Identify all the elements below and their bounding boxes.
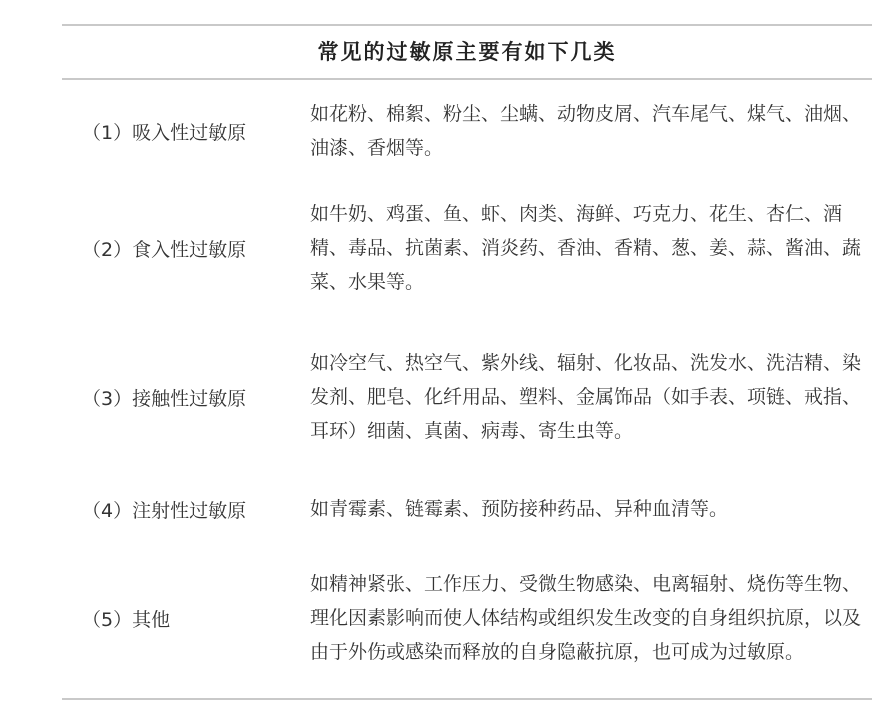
table-row (62, 182, 872, 314)
table-row (62, 480, 872, 538)
row-description: 如冷空气、热空气、紫外线、辐射、化妆品、洗发水、洗洁精、染发剂、肥皂、化纤用品、塑料、金属饰品（如手表、项链、戒指、耳环）细菌、真菌、病毒、寄生虫等。 (310, 352, 862, 442)
table-title: 常见的过敏原主要有如下几类 (317, 40, 617, 64)
row-label: （5）其他 (82, 608, 171, 631)
row-description: 如精神紧张、工作压力、受微生物感染、电离辐射、烧伤等生物、理化因素影响而使人体结构或组织发生改变的自身组织抗原，以及由于外伤或感染而释放的自身隐蔽抗原，也可成为过敏原。 (310, 573, 862, 663)
table-row (62, 80, 872, 182)
bottom-rule (62, 698, 872, 700)
table-row (62, 314, 872, 480)
row-description: 如牛奶、鸡蛋、鱼、虾、肉类、海鲜、巧克力、花生、杏仁、酒精、毒品、抗菌素、消炎药、香油、香精、葱、姜、蒜、酱油、蔬菜、水果等。 (310, 203, 862, 293)
row-label: （3）接触性过敏原 (82, 387, 247, 410)
row-label: （1）吸入性过敏原 (82, 121, 247, 144)
table-row (62, 538, 872, 698)
allergen-table (62, 24, 872, 700)
row-description: 如花粉、棉絮、粉尘、尘螨、动物皮屑、汽车尾气、煤气、油烟、油漆、香烟等。 (310, 103, 862, 159)
row-label: （4）注射性过敏原 (82, 499, 247, 522)
row-description: 如青霉素、链霉素、预防接种药品、异种血清等。 (310, 498, 729, 520)
row-label: （2）食入性过敏原 (82, 238, 247, 261)
table-body (62, 80, 872, 698)
